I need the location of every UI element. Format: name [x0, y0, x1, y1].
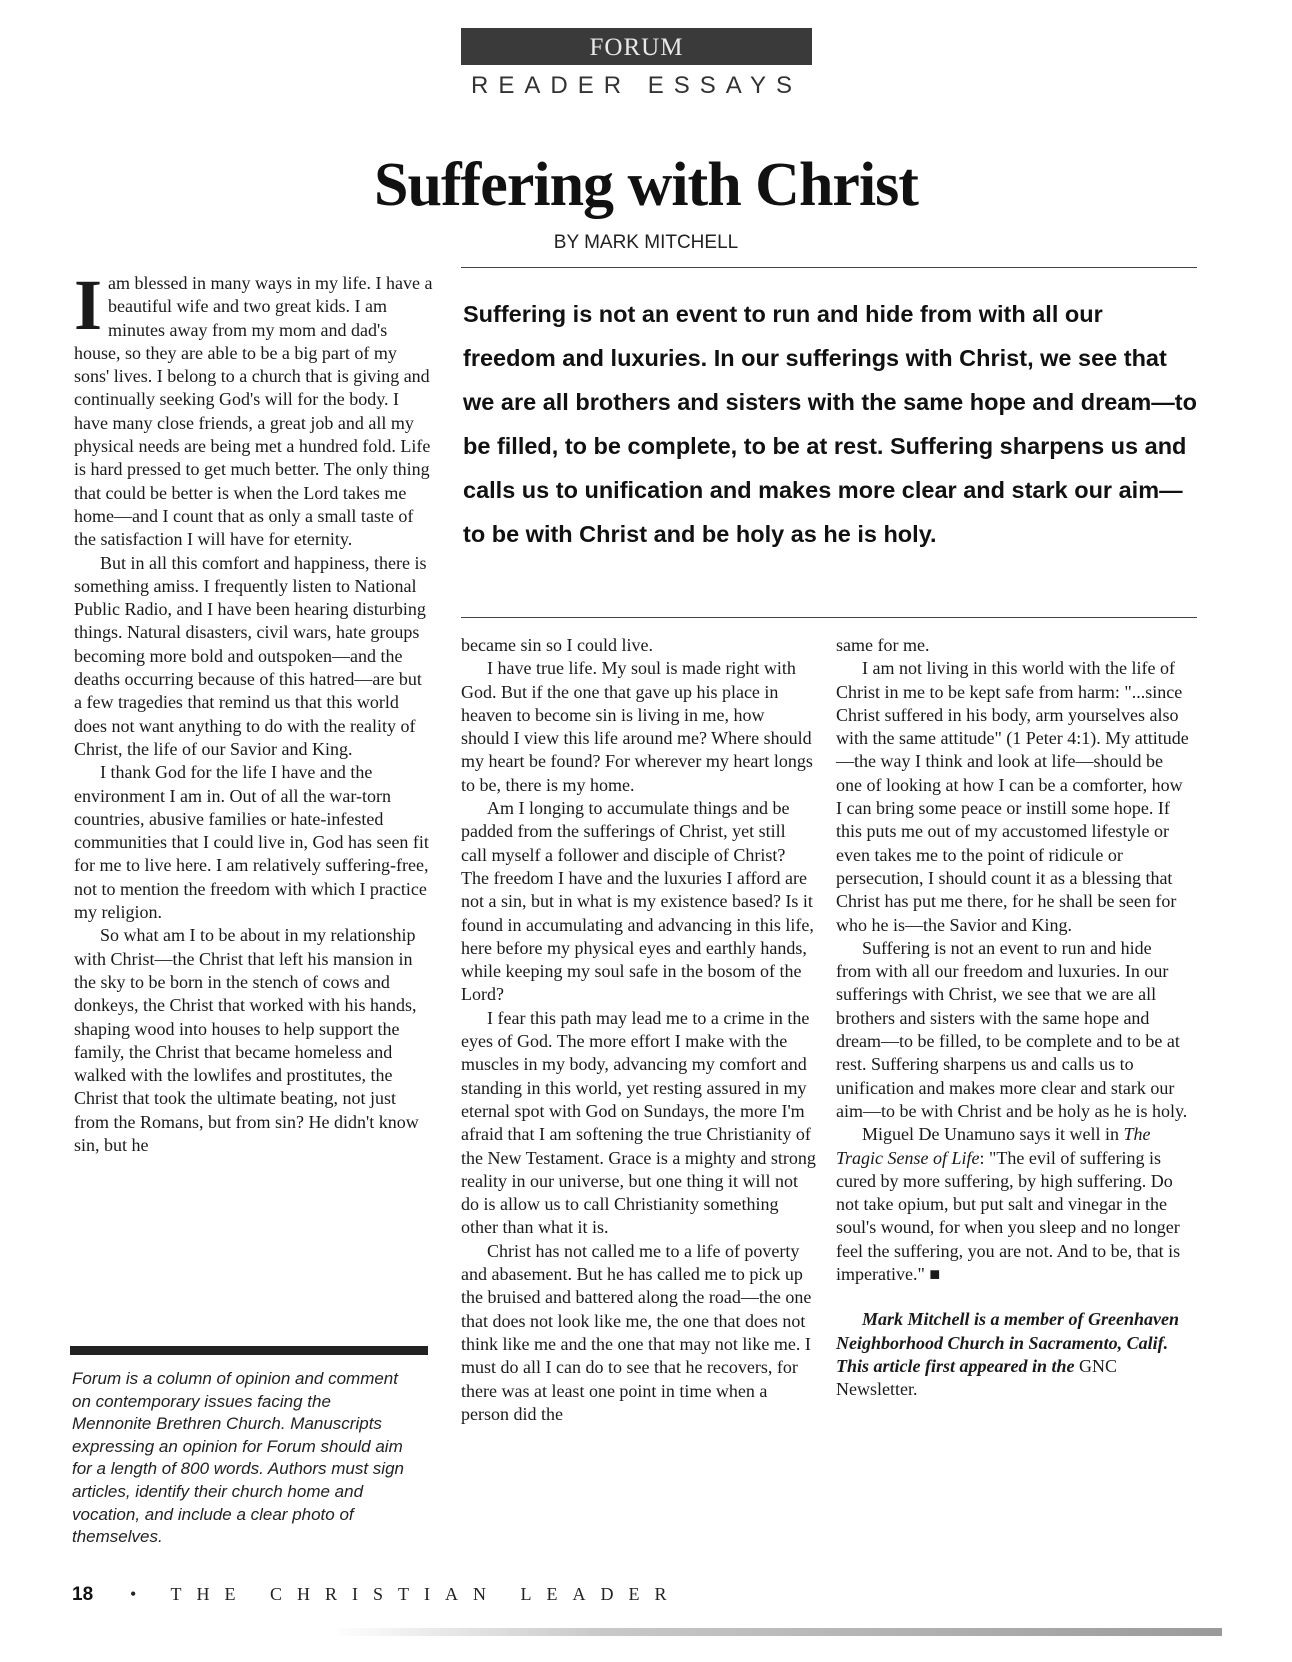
article-title: Suffering with Christ	[374, 151, 918, 219]
publication-name: • THE CHRISTIAN LEADER	[130, 1584, 682, 1604]
paragraph: I am not living in this world with the life of Christ in me to be kept safe from harm: "...since Christ suffered in his body, arm yourselves also with the same attitude" (1 Peter 4:1). My attitude—the way I think and look at life—should be one of looking at how I can be a comforter, how I can bring some peace or instill some hope. If this puts me out of my accustomed lifestyle or even takes me to the point of ridicule or persecution, I should count it as a blessing that Christ has put me there, for he shall be seen for who he is—the Savior and King.	[836, 658, 1189, 935]
column-1	[74, 265, 434, 1157]
column-3	[836, 634, 1190, 1402]
section-banner: FORUM	[461, 28, 812, 65]
paragraph: became sin so I could live.	[461, 635, 653, 655]
paragraph: But in all this comfort and happiness, there is something amiss. I frequently listen to National Public Radio, and I have been hearing disturbing things. Natural disasters, civil wars, hate groups becoming more bold and outspoken—and the deaths occurring because of this hatred—are but a few tragedies that remind us that this world does not want anything to do with the reality of Christ, the life of our Savior and King.	[74, 552, 427, 759]
page-number: 18	[72, 1584, 94, 1605]
drop-cap: I	[74, 265, 103, 345]
column-2	[461, 634, 816, 1426]
pullquote-bottom-rule	[461, 617, 1197, 618]
author-note: Mark Mitchell is a member of Greenhaven Neighborhood Church in Sacramento, Calif. This article first appeared in the GNC Newsletter.	[836, 1309, 1179, 1400]
footer-bar	[330, 1628, 1222, 1636]
paragraph: So what am I to be about in my relationship with Christ—the Christ that left his mansion in the sky to be born in the stench of cows and donkeys, the Christ that worked with his hands, shaping wood into houses to help support the family, the Christ that became homeless and walked with the lowlifes and prostitutes, the Christ that took the ultimate beating, not just from the Romans, but from sin? He didn't know sin, but he	[74, 925, 419, 1155]
book-title: The Tragic Sense of Life	[836, 1124, 1151, 1168]
paragraph: I have true life. My soul is made right with God. But if the one that gave up his place in heaven to become sin is living in me, how should I view this life around me? Where should my heart be found? For wherever my heart longs to be, there is my home.	[461, 658, 813, 795]
paragraph: Am I longing to accumulate things and be padded from the sufferings of Christ, yet still call myself a follower and disciple of Christ? The freedom I have and the luxuries I afford are not a sin, but in what is my existence based? Is it found in accumulating and advancing in this life, here before my physical eyes and earthly hands, while keeping my soul safe in the bosom of the Lord?	[461, 798, 814, 1005]
byline: BY MARK MITCHELL	[553, 232, 739, 253]
paragraph: I thank God for the life I have and the environment I am in. Out of all the war-torn countries, abusive families or hate-infested communities that I could live in, God has seen fit for me to live here. I am relatively suffering-free, not to mention the freedom with which I practice my religion.	[74, 762, 429, 923]
pullquote: Suffering is not an event to run and hide from with all our freedom and luxuries. In our sufferings with Christ, we see that we are all brothers and sisters with the same hope and dream—to be filled, to be complete, to be at rest. Suffering sharpens us and calls us to unification and makes more clear and stark our aim—to be with Christ and be holy as he is holy.	[463, 301, 1197, 547]
forum-note: Forum is a column of opinion and comment on contemporary issues facing the Mennonite Brethren Church. Manuscripts expressing an opinion for Forum should aim for a length of 800 words. Authors must sign articles, identify their church home and vocation, and include a clear photo of themselves.	[72, 1369, 404, 1547]
paragraph: I fear this path may lead me to a crime in the eyes of God. The more effort I make with the muscles in my body, advancing my comfort and standing in this world, yet resting assured in my eternal spot with God on Sundays, the more I'm afraid that I am softening the true Christianity of the New Testament. Grace is a mighty and strong reality in our universe, but one thing it will not do is allow us to call Christianity something other than what it is.	[461, 1007, 816, 1238]
forum-note-bar	[70, 1346, 428, 1355]
section-subhead: READER ESSAYS	[471, 72, 802, 99]
paragraph: same for me.	[836, 635, 930, 655]
quote-paragraph: Miguel De Unamuno says it well in The Tragic Sense of Life: "The evil of suffering is cured by more suffering, by high suffering. Do not take opium, but put salt and vinegar in the soul's wound, for when you sleep and no longer feel the suffering, you are not. And to be, that is imperative." ■	[836, 1124, 1181, 1285]
paragraph: Christ has not called me to a life of poverty and abasement. But he has called me to pick up the bruised and battered along the road—the one that does not look like me, the one that does not think like me and the one that may not like me. I must do all I can do to see that he recovers, for there was at least one point in time when a person did the	[461, 1240, 812, 1424]
pullquote-top-rule	[461, 267, 1197, 268]
paragraph: Iam blessed in many ways in my life. I have a beautiful wife and two great kids. I am minutes away from my mom and dad's house, so they are able to be a big part of my sons' lives. I belong to a church that is giving and continually seeking God's will for the body. I have many close friends, a great job and all my physical needs are being met a hundred fold. Life is hard pressed to get much better. The only thing that could be better is when the Lord takes me home—and I count that as only a small taste of the satisfaction I will have for eternity.	[74, 265, 433, 550]
paragraph: Suffering is not an event to run and hide from with all our freedom and luxuries. In our sufferings with Christ, we see that we are all brothers and sisters with the same hope and dream—to be filled, to be complete and to be at rest. Suffering sharpens us and calls us to unification and makes more clear and stark our aim—to be with Christ and be holy as he is holy.	[836, 937, 1188, 1121]
